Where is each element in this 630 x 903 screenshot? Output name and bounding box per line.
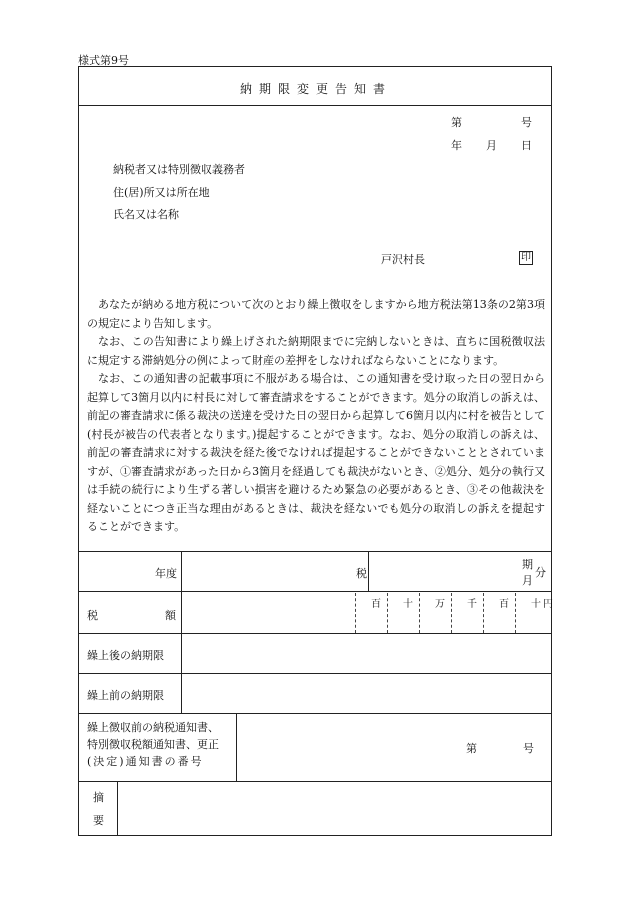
deadline-after-label: 繰上後の納期限 [87, 649, 164, 662]
month-label: 月 [522, 574, 533, 587]
unit-ten-thousand: 万 [435, 599, 445, 610]
digit-divider [419, 593, 420, 633]
addressee-address: 住(居)所又は所在地 [113, 186, 210, 199]
tax-col-line [368, 551, 369, 591]
row-line-3 [79, 673, 551, 674]
row-line-5 [79, 781, 551, 782]
digit-divider [515, 593, 516, 633]
unit-thousand: 千 [467, 599, 477, 610]
issuer-seal: 印 [521, 252, 531, 263]
notice-number-prefix: 第 [466, 742, 477, 755]
label-col-line [181, 551, 182, 713]
amount-label-1: 税 [87, 609, 98, 622]
notice-body [87, 296, 545, 537]
amount-label-2: 額 [165, 609, 176, 622]
digit-divider [483, 593, 484, 633]
notice-number-suffix: 号 [523, 742, 534, 755]
body-paragraph-2: なお、この告知書により繰上げされた納期限までに完納しないときは、直ちに国税徴収法に規定する滞納処分の例によって財産の差押をしなければならないことになります。 [87, 335, 545, 367]
prior-notice-line: 繰上徴収前の納税通知書、 [87, 721, 219, 734]
fiscal-year-label: 年度 [155, 567, 177, 580]
row-line-4 [79, 713, 551, 714]
document-title: 納期限変更告知書 [239, 82, 392, 96]
remarks-col-line [117, 781, 118, 835]
deadline-before-label: 繰上前の納期限 [87, 689, 164, 702]
digit-divider [355, 593, 356, 633]
date-month: 月 [486, 139, 497, 152]
remarks-label-1: 摘 [93, 791, 104, 804]
remarks-label-2: 要 [93, 814, 104, 827]
portion-label: 分 [535, 566, 546, 579]
body-paragraph-3: なお、この通知書の記載事項に不服がある場合は、この通知書を受け取った日の翌日から起算して3箇月以内に村長に対して審査請求をすることができます。処分の取消しの訴えは、前記の審査請求に係る裁決の送達を受けた日の翌日から起算して6箇月以内に村を被告として(村長が被告の代表者となります。)提起することができます。なお、処分の取消しの訴えは、前記の審査請求に対する裁決を経た後でなければ提起することができないこととされていますが、①審査請求があった日から3箇月を経過しても裁決がないとき、②処分、処分の執行又は手続の続行により生ずる著しい損害を避けるため緊急の必要があるとき、③その他裁決を経ないことにつき正当な理由があるときは、裁決を経ないでも処分の取消しの訴えを提起することができます。 [87, 372, 545, 533]
period-label: 期 [522, 558, 533, 571]
title-divider [79, 105, 551, 106]
row-line-2 [79, 633, 551, 634]
addressee-role: 納税者又は特別徴収義務者 [113, 163, 245, 176]
form-number: 様式第9号 [78, 54, 129, 67]
addressee-name: 氏名又は名称 [113, 208, 179, 221]
notice-col-line [236, 713, 237, 781]
unit-yen: 円 [543, 599, 553, 610]
prior-notice-line: 特別徴収税額通知書、更正 [87, 738, 219, 751]
date-day: 日 [521, 139, 532, 152]
digit-divider [387, 593, 388, 633]
digit-divider [451, 593, 452, 633]
tax-label: 税 [356, 567, 367, 580]
unit-ten: 十 [531, 599, 541, 610]
row-line-1 [79, 591, 551, 592]
prior-notice-label [87, 719, 219, 770]
doc-number-prefix: 第 [451, 116, 462, 129]
issuer-name: 戸沢村長 [381, 253, 425, 266]
unit-ten-million: 十 [403, 599, 413, 610]
unit-hundred: 百 [499, 599, 509, 610]
unit-hundred-million: 百 [371, 599, 381, 610]
prior-notice-line: (決定)通知書の番号 [87, 755, 204, 768]
date-year: 年 [451, 139, 462, 152]
body-paragraph-1: あなたが納める地方税について次のとおり繰上徴収をしますから地方税法第13条の2第3項の規定により告知します。 [87, 298, 545, 330]
doc-number-suffix: 号 [521, 116, 532, 129]
table-top-line [79, 551, 551, 552]
notice-form [78, 66, 552, 836]
